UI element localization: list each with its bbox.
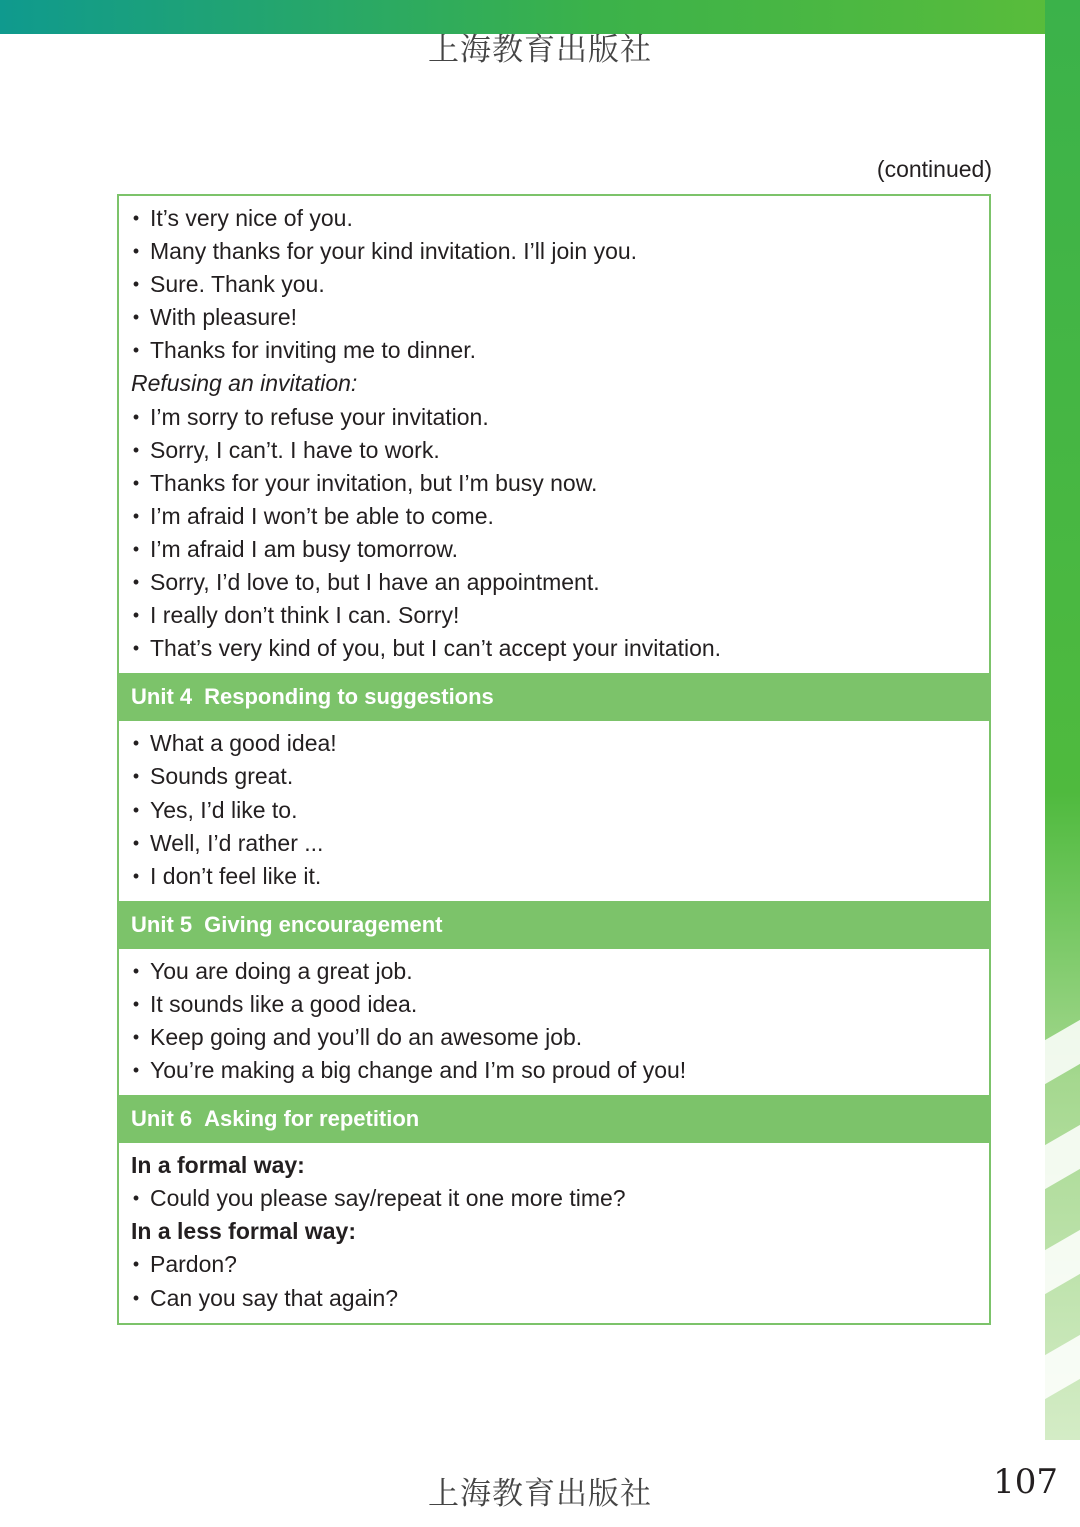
unit-number: Unit 4 <box>131 684 193 710</box>
list-item <box>131 533 977 566</box>
bullet-icon: • <box>132 538 140 559</box>
unit-title: Responding to suggestions <box>204 684 494 710</box>
list-item-text: Can you say that again? <box>150 1284 399 1311</box>
bullet-icon: • <box>132 439 140 460</box>
list-item-text: What a good idea! <box>150 730 337 757</box>
bullet-icon: • <box>132 638 140 659</box>
bullet-icon: • <box>132 307 140 328</box>
list-item <box>131 1182 977 1215</box>
list-item-text: Pardon? <box>150 1251 237 1278</box>
list-item-text: I don’t feel like it. <box>150 862 322 889</box>
unit-header <box>119 1095 989 1143</box>
list-item-text: That’s very kind of you, but I can’t accept your invitation. <box>150 635 722 662</box>
list-item <box>131 566 977 599</box>
unit-number: Unit 5 <box>131 911 193 937</box>
bullet-icon: • <box>132 472 140 493</box>
list-item-text: Keep going and you’ll do an awesome job. <box>150 1023 583 1050</box>
bullet-icon: • <box>132 241 140 262</box>
publisher-watermark-top: 上海教育出版社 <box>428 32 652 68</box>
subheading: In a less formal way: <box>131 1218 356 1245</box>
bullet-icon: • <box>132 505 140 526</box>
list-item <box>131 599 977 632</box>
bullet-icon: • <box>132 208 140 228</box>
bullet-icon: • <box>132 832 140 853</box>
list-item <box>131 760 977 793</box>
list-item-text: Sorry, I can’t. I have to work. <box>150 436 440 463</box>
bullet-icon: • <box>132 799 140 820</box>
bullet-icon: • <box>132 605 140 626</box>
phrase-table <box>117 194 991 1325</box>
list-item-text: Yes, I’d like to. <box>150 796 298 823</box>
unit-title: Asking for repetition <box>204 1106 420 1132</box>
section-body <box>119 949 989 1095</box>
list-item <box>131 1248 977 1281</box>
unit-number: Unit 6 <box>131 1106 193 1132</box>
list-item-text: Thanks for your invitation, but I’m busy now. <box>150 469 598 496</box>
list-item <box>131 988 977 1021</box>
list-item-text: It’s very nice of you. <box>150 205 353 231</box>
list-item <box>131 794 977 827</box>
list-item <box>131 1282 977 1315</box>
list-item-text: You are doing a great job. <box>150 957 413 984</box>
list-item <box>131 334 977 367</box>
list-item <box>131 301 977 334</box>
unit-header <box>119 901 989 949</box>
bullet-icon: • <box>132 572 140 593</box>
bullet-icon: • <box>132 274 140 295</box>
list-item-text: I’m sorry to refuse your invitation. <box>150 403 489 430</box>
list-item-text: I really don’t think I can. Sorry! <box>150 602 460 629</box>
unit-title: Giving encouragement <box>204 911 443 937</box>
bullet-icon: • <box>132 1254 140 1275</box>
list-item <box>131 727 977 760</box>
bullet-icon: • <box>132 1060 140 1081</box>
list-item-text: Thanks for inviting me to dinner. <box>150 337 476 364</box>
bullet-icon: • <box>132 960 140 981</box>
list-item-text: With pleasure! <box>150 304 298 331</box>
bullet-icon: • <box>132 1026 140 1047</box>
list-item <box>131 1054 977 1087</box>
bullet-icon: • <box>132 406 140 427</box>
right-color-band <box>1045 0 1080 1440</box>
bullet-icon: • <box>132 993 140 1014</box>
bullet-icon: • <box>132 340 140 361</box>
bullet-icon: • <box>132 865 140 886</box>
section-body <box>119 196 989 673</box>
list-item-text: Sorry, I’d love to, but I have an appointment. <box>150 569 600 596</box>
page-number: 107 <box>993 1462 1058 1502</box>
list-item <box>131 632 977 665</box>
list-item <box>131 467 977 500</box>
list-item <box>131 202 977 235</box>
list-item-text: I’m afraid I am busy tomorrow. <box>150 535 459 562</box>
list-item-text: Many thanks for your kind invitation. I’ll join you. <box>150 238 638 265</box>
subheading: In a formal way: <box>131 1152 305 1179</box>
list-item-text: Sure. Thank you. <box>150 271 325 298</box>
list-item <box>131 268 977 301</box>
list-item <box>131 434 977 467</box>
list-item-text: Could you please say/repeat it one more time? <box>150 1185 626 1212</box>
section-body <box>119 721 989 900</box>
list-item-text: Sounds great. <box>150 763 294 790</box>
list-item <box>131 860 977 893</box>
bullet-icon: • <box>132 1287 140 1308</box>
list-item-text: You’re making a big change and I’m so proud of you! <box>150 1057 687 1084</box>
publisher-footer: 上海教育出版社 <box>428 1476 652 1512</box>
continued-label: (continued) <box>876 156 992 182</box>
unit-header <box>119 673 989 721</box>
list-item-text: I’m afraid I won’t be able to come. <box>150 502 494 529</box>
list-item <box>131 500 977 533</box>
list-item <box>131 955 977 988</box>
list-item-text: Well, I’d rather ... <box>150 829 324 856</box>
bullet-icon: • <box>132 1188 140 1209</box>
bullet-icon: • <box>132 766 140 787</box>
list-item <box>131 827 977 860</box>
subheading: Refusing an invitation: <box>131 370 358 397</box>
list-item <box>131 1021 977 1054</box>
section-body <box>119 1143 989 1322</box>
list-item <box>131 235 977 268</box>
list-item-text: It sounds like a good idea. <box>150 990 418 1017</box>
list-item <box>131 401 977 434</box>
bullet-icon: • <box>132 733 140 754</box>
